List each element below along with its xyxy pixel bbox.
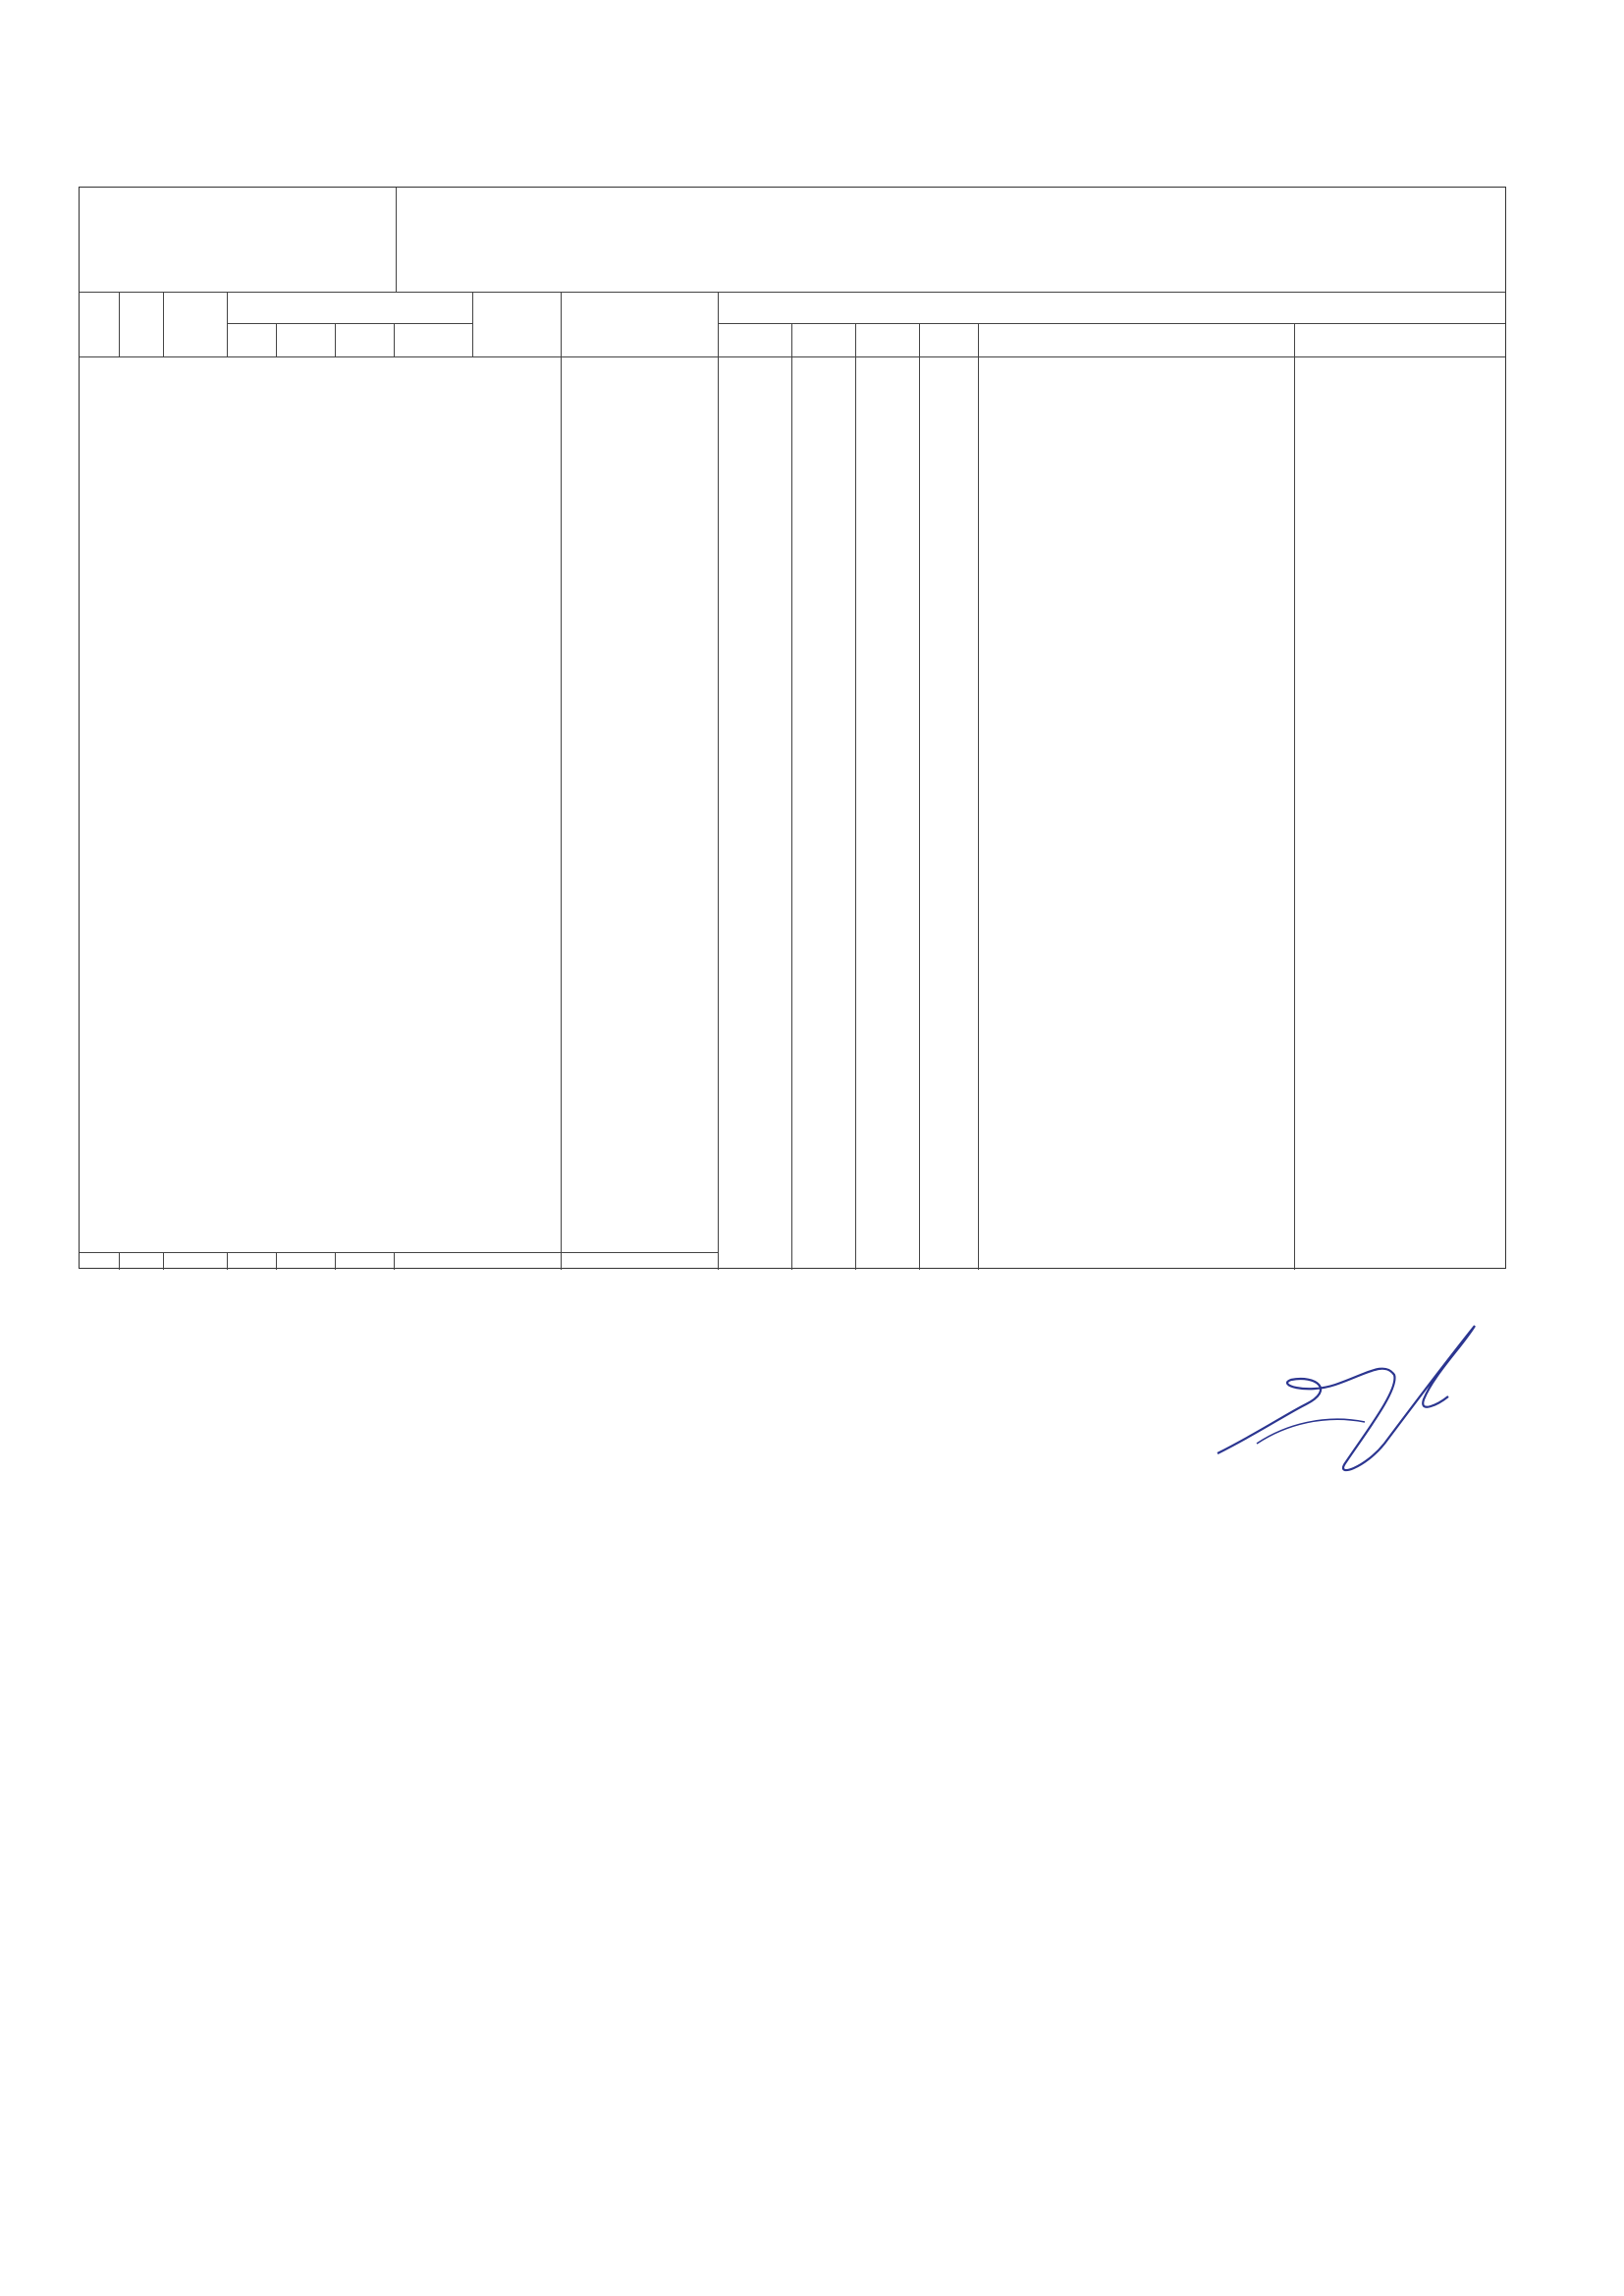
tescil-document bbox=[79, 187, 1506, 1269]
signature-scribble bbox=[1198, 1306, 1492, 1483]
